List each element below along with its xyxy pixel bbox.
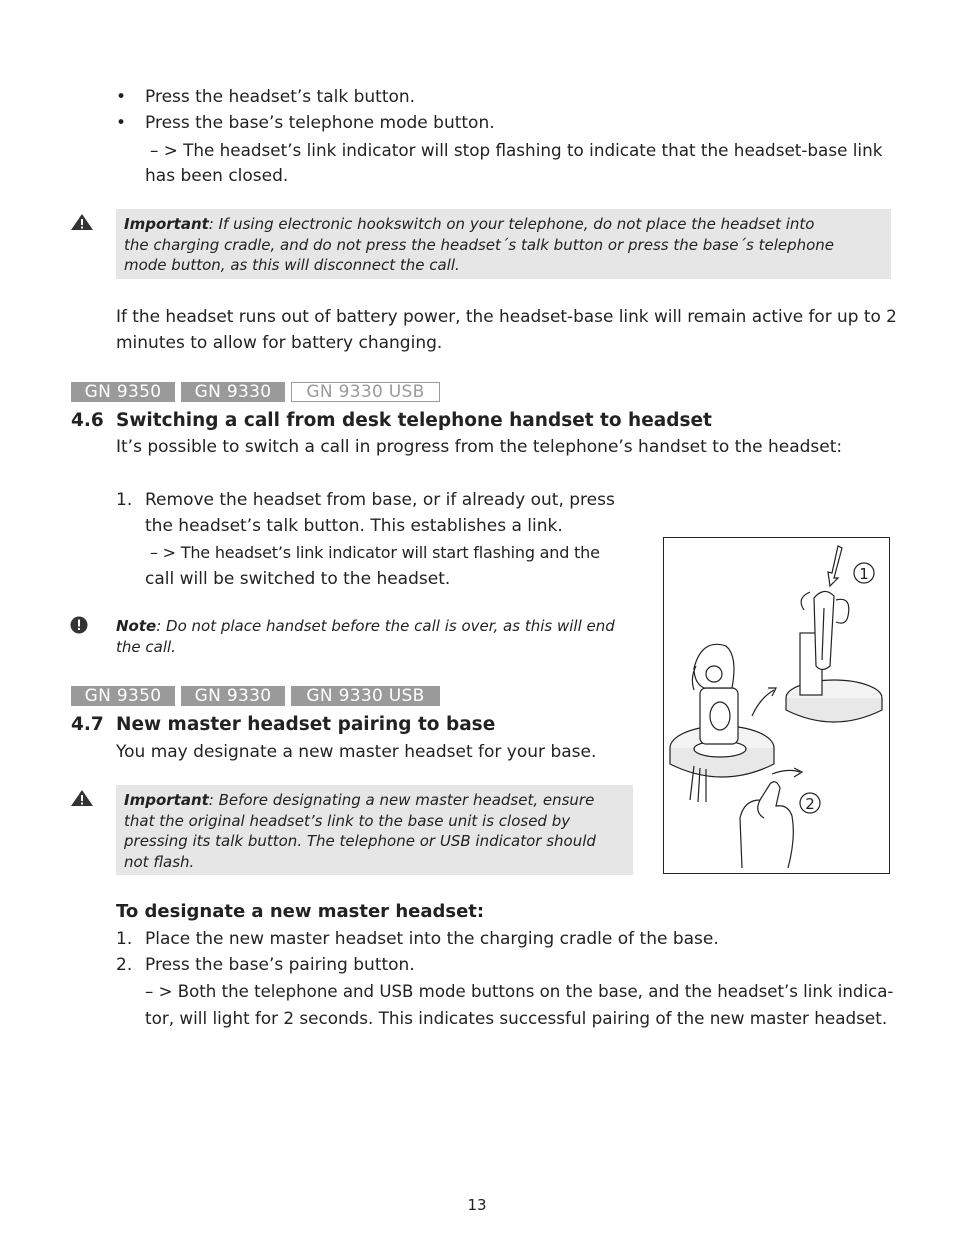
paragraph-line: If the headset runs out of battery power, the headset-base link will remain active for up to 2: [116, 306, 897, 326]
section-title: New master headset pairing to base: [116, 714, 496, 735]
model-tag-gn9350: GN 9350: [71, 686, 175, 706]
note-text: pressing its talk button. The telephone or USB indicator should: [124, 832, 596, 850]
step-number: 2.: [116, 955, 133, 975]
important-note: [116, 785, 633, 875]
note-text: the call.: [116, 637, 176, 656]
note-text: : If using electronic hookswitch on your telephone, do not place the headset into: [208, 215, 815, 233]
headset-base-drawing: [664, 538, 888, 872]
result-text: tor, will light for 2 seconds. This indicates successful pairing of the new master headset.: [145, 1008, 888, 1028]
important-note: [116, 209, 891, 279]
bullet-item: Press the headset’s talk button.: [145, 87, 416, 107]
result-text: – > Both the telephone and USB mode buttons on the base, and the headset’s link indica-: [145, 982, 894, 1001]
note-text-block: [116, 616, 615, 657]
section-number: 4.7: [71, 714, 104, 735]
bullet-marker: •: [116, 87, 127, 107]
result-text: – > The headset’s link indicator will start flashing and the: [150, 543, 600, 562]
pairing-illustration: [663, 537, 890, 874]
step-text: Remove the headset from base, or if already out, press: [145, 490, 615, 510]
paragraph-line: minutes to allow for battery changing.: [116, 333, 443, 353]
model-tag-gn9330: GN 9330: [181, 382, 285, 402]
note-text: : Do not place handset before the call is over, as this will end: [156, 617, 615, 635]
section-intro: It’s possible to switch a call in progress from the telephone’s handset to the headset:: [116, 437, 843, 457]
note-text: : Before designating a new master headset, ensure: [208, 791, 595, 809]
step-text: Press the base’s pairing button.: [145, 955, 415, 975]
note-text: the charging cradle, and do not press the headset´s talk button or press the base´s telephone: [124, 235, 835, 254]
section-intro: You may designate a new master headset for your base.: [116, 742, 597, 762]
page-number: 13: [467, 1196, 487, 1214]
sub-heading: To designate a new master headset:: [116, 901, 485, 922]
note-label: Important: [124, 791, 209, 809]
bullet-item: Press the base’s telephone mode button.: [145, 113, 495, 133]
step-text: the headset’s talk button. This establishes a link.: [145, 516, 563, 536]
callout-1: 1: [859, 565, 869, 583]
model-tag-gn9350: GN 9350: [71, 382, 175, 402]
note-text: that the original headset’s link to the base unit is closed by: [124, 811, 571, 830]
bullet-marker: •: [116, 113, 127, 133]
callout-2: 2: [805, 795, 815, 813]
note-text: mode button, as this will disconnect the call.: [124, 256, 460, 274]
result-text: – > The headset’s link indicator will stop flashing to indicate that the headset-base link: [150, 140, 883, 160]
step-number: 1.: [116, 490, 133, 510]
model-tag-gn9330-usb: GN 9330 USB: [291, 382, 440, 402]
note-label: Important: [124, 215, 209, 233]
result-text: call will be switched to the headset.: [145, 569, 451, 589]
model-tag-gn9330: GN 9330: [181, 686, 285, 706]
warning-icon: [70, 213, 94, 231]
note-exclamation-icon: [70, 616, 88, 634]
step-number: 1.: [116, 929, 133, 949]
result-text: has been closed.: [145, 166, 289, 186]
step-text: Place the new master headset into the charging cradle of the base.: [145, 929, 719, 949]
note-label: Note: [116, 617, 157, 635]
warning-icon: [70, 789, 94, 807]
model-tag-gn9330-usb: GN 9330 USB: [291, 686, 440, 706]
section-title: Switching a call from desk telephone handset to headset: [116, 410, 712, 431]
section-number: 4.6: [71, 410, 104, 431]
note-text: not flash.: [124, 852, 195, 871]
